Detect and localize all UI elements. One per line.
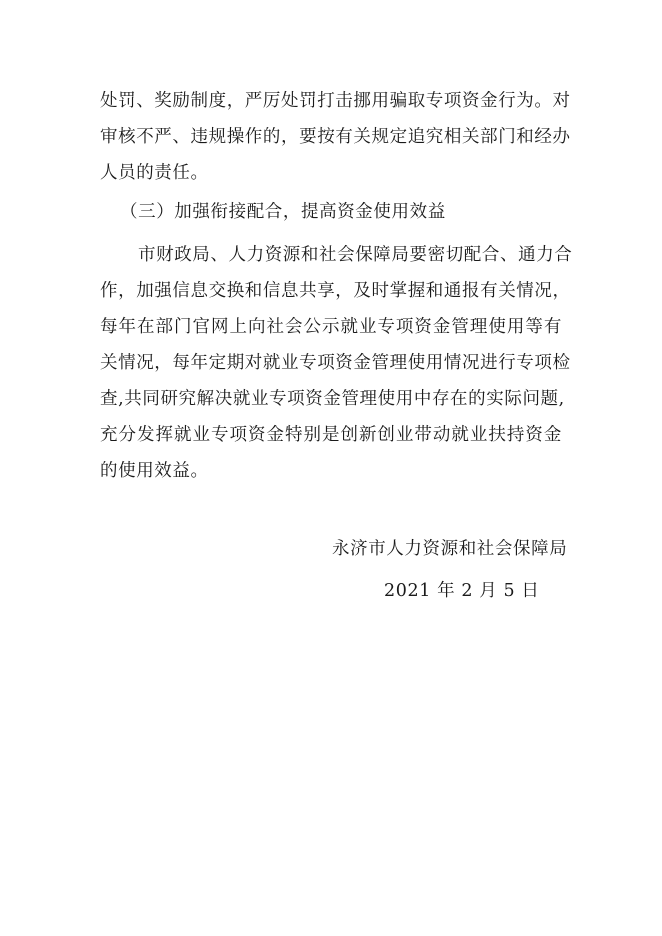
paragraph2-line-7: 的使用效益。 — [100, 461, 209, 481]
paragraph2-line-3: 每年在部门官网上向社会公示就业专项资金管理使用等有 — [100, 317, 562, 337]
paragraph1-line-2: 审核不严、违规操作的，要按有关规定追究相关部门和经办 — [100, 127, 571, 147]
paragraph2-line-5: 查,共同研究解决就业专项资金管理使用中存在的实际问题, — [100, 389, 565, 409]
paragraph2-line-6: 充分发挥就业专项资金特别是创新创业带动就业扶持资金 — [100, 425, 562, 445]
paragraph2-line-1: 市财政局、人力资源和社会保障局要密切配合、通力合 — [138, 245, 573, 265]
paragraph2-line-4: 关情况，每年定期对就业专项资金管理使用情况进行专项检 — [100, 353, 571, 373]
signature-date: 2021 年 2 月 5 日 — [384, 581, 540, 601]
signature-organization: 永济市人力资源和社会保障局 — [332, 539, 568, 559]
paragraph2-line-2: 作，加强信息交换和信息共享，及时掌握和通报有关情况， — [100, 281, 571, 301]
paragraph1-line-3: 人员的责任。 — [100, 163, 209, 183]
section-heading: （三）加强衔接配合，提高资金使用效益 — [120, 202, 446, 222]
paragraph1-line-1: 处罚、奖励制度，严厉处罚打击挪用骗取专项资金行为。对 — [100, 91, 571, 111]
